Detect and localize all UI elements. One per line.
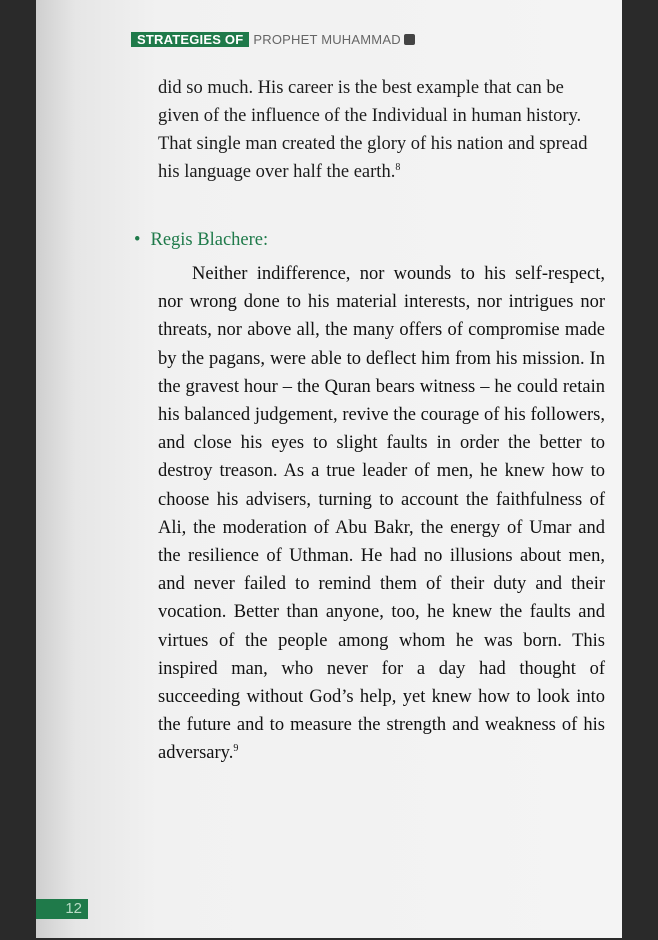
opening-paragraph — [158, 74, 605, 186]
header-title-bold: STRATEGIES OF — [131, 32, 249, 47]
running-header — [131, 32, 415, 47]
footnote-marker: 9 — [233, 743, 239, 755]
section-heading-text: Regis Blachere: — [150, 230, 269, 250]
opening-paragraph-text: did so much. His career is the best example that can be given of the influence of the Individual in human history. That single man created the glory of his nation and spread his language over half the earth. — [158, 78, 588, 182]
quote-paragraph — [158, 260, 605, 768]
footnote-marker: 8 — [395, 161, 401, 173]
header-title-rest: PROPHET MUHAMMAD — [253, 32, 401, 47]
bullet-icon: • — [134, 230, 141, 250]
section-heading — [134, 226, 268, 254]
honorific-seal-icon — [404, 34, 415, 45]
quote-text: Neither indifference, nor wounds to his self-respect, nor wrong done to his material interests, nor intrigues nor threats, nor above all, the many offers of compromise made by the pagans, were able to deflect him from his mission. In the gravest hour – the Quran bears witness – he could retain his balanced judgement, revive the courage of his followers, and close his eyes to slight faults in order the better to destroy treason. As a true leader of men, he knew how to choose his advisers, turning to account the faithfulness of Ali, the moderation of Abu Bakr, the energy of Umar and the resilience of Uthman. He had no illusions about men, and never failed to remind them of their duty and their vocation. Better than anyone, too, he knew the faults and virtues of the people among whom he was born. This inspired man, who never for a day had thought of succeeding without God’s help, yet knew how to look into the future and to measure the strength and weakness of his adversary. — [158, 264, 605, 764]
page-number: 12 — [36, 899, 88, 919]
book-page — [36, 0, 622, 938]
